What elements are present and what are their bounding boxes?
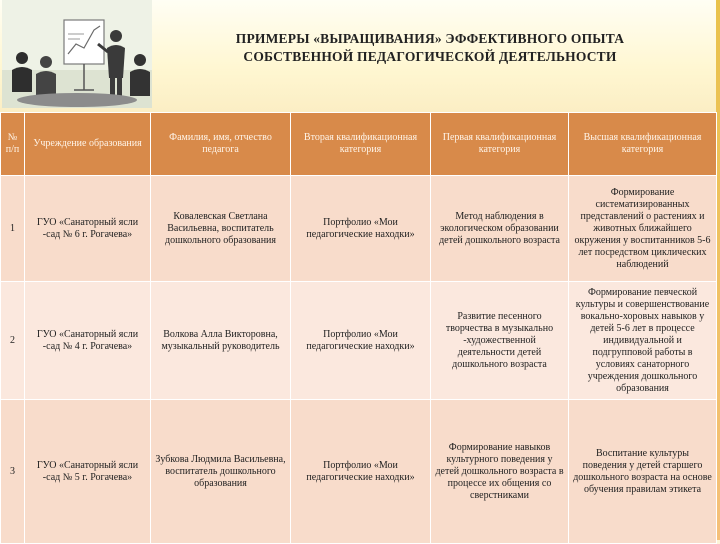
header-institution: Учреждение образования (25, 113, 151, 176)
row-first-category: Метод наблюдения в экологическом образовании детей дошкольного возраста (431, 176, 569, 282)
table-row (1, 400, 717, 544)
row-second-category: Портфолио «Мои педагогические находки» (291, 400, 431, 544)
row-first-category: Развитие песенного творчества в музыкально -художественной деятельности детей дошкольного возраста (431, 282, 569, 400)
row-highest-category: Формирование певческой культуры и совершенствование вокально-хоровых навыков у детей 5-6 лет в процессе индивидуальной и подгрупповой работы в условиях санаторного учреждения дошкольного образования (569, 282, 717, 400)
experience-table (0, 112, 717, 544)
header-second-category: Вторая квалификационная категория (291, 113, 431, 176)
row-institution: ГУО «Санаторный ясли -сад № 4 г. Рогачева» (25, 282, 151, 400)
header-num: № п/п (1, 113, 25, 176)
table-row (1, 282, 717, 400)
row-institution: ГУО «Санаторный ясли -сад № 6 г. Рогачева» (25, 176, 151, 282)
title-line-2: СОБСТВЕННОЙ ПЕДАГОГИЧЕСКОЙ ДЕЯТЕЛЬНОСТИ (243, 49, 617, 64)
table-header-row (1, 113, 717, 176)
row-first-category: Формирование навыков культурного поведения у детей дошкольного возраста в процессе их общения со сверстниками (431, 400, 569, 544)
row-institution: ГУО «Санаторный ясли -сад № 5 г. Рогачева» (25, 400, 151, 544)
header-teacher: Фамилия, имя, отчество педагога (151, 113, 291, 176)
row-teacher: Волкова Алла Викторовна, музыкальный руководитель (151, 282, 291, 400)
page-title (160, 30, 700, 66)
row-teacher: Зубкова Людмила Васильевна, воспитатель дошкольного образования (151, 400, 291, 544)
table-row (1, 176, 717, 282)
row-num: 1 (1, 176, 25, 282)
header-highest-category: Высшая квалификационная категория (569, 113, 717, 176)
row-highest-category: Формирование систематизированных представлений о растениях и животных ближайшего окружения у воспитанников 5-6 лет посредством циклических наблюдений (569, 176, 717, 282)
row-highest-category: Воспитание культуры поведения у детей старшего дошкольного возраста на основе обучения правилам этикета (569, 400, 717, 544)
row-num: 3 (1, 400, 25, 544)
business-meeting-illustration (2, 0, 152, 108)
row-second-category: Портфолио «Мои педагогические находки» (291, 282, 431, 400)
row-second-category: Портфолио «Мои педагогические находки» (291, 176, 431, 282)
header-first-category: Первая квалификационная категория (431, 113, 569, 176)
title-line-1: ПРИМЕРЫ «ВЫРАЩИВАНИЯ» ЭФФЕКТИВНОГО ОПЫТА (235, 31, 625, 46)
row-num: 2 (1, 282, 25, 400)
row-teacher: Ковалевская Светлана Васильевна, воспитатель дошкольного образования (151, 176, 291, 282)
